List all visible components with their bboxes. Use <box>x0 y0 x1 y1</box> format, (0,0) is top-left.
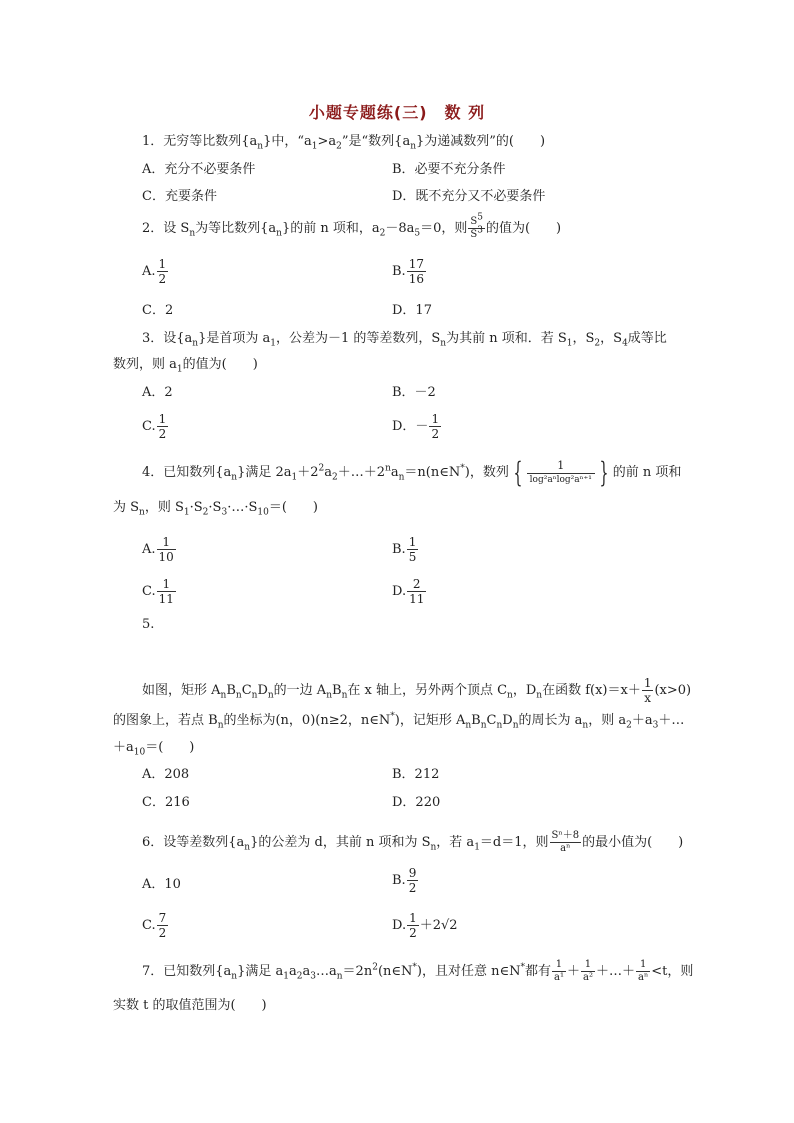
question-4-sequence-fraction: 1 log²aⁿlog²aⁿ⁺¹ <box>527 458 595 487</box>
question-2-fraction: $\frac{S^5}{S^3}$ <box>470 212 483 240</box>
question-1-stem: 1．无穷等比数列$\{a_n\}$中，“$a_1>a_2$”是“数列$\{a_n\}$为递减数列”的( ) <box>142 134 546 152</box>
left-brace: { <box>513 455 523 489</box>
question-4-option-b[interactable]: B. $\frac{1}{5}$ <box>392 535 417 564</box>
question-5-stem-line-2: 的图象上，若点 $B_n$的坐标为(n，0)(n≥2，n∈N*)，记矩形 $A_nB_nC_nD_n$的周长为 $a_n$，则 $a_2+a_3+\dots$ <box>113 711 685 731</box>
question-5-stem-line-1: 如图，矩形 $A_nB_nC_nD_n$的一边 $A_nB_n$在 x 轴上，另外两个顶点 $C_n$，$D_n$在函数 f(x)＝x＋ $\frac{1}{x}$ (x>0) <box>142 676 692 705</box>
question-3-option-b[interactable]: B．－2 <box>392 385 436 400</box>
question-4-stem-line-1: 4．已知数列$\{a_n\}$满足 $2a_1+2^2a_2+\dots+2^na_n=n(n\in N^*)$，数列 { 1 log²aⁿlog²aⁿ⁺¹ } 的前 n 项和 <box>142 455 682 489</box>
question-6-option-c[interactable]: C. $\frac{7}{2}$ <box>142 911 167 940</box>
question-2-option-d[interactable]: D．17 <box>392 303 432 318</box>
question-5-option-d[interactable]: D．220 <box>392 795 441 810</box>
question-5-option-b[interactable]: B．212 <box>392 767 440 782</box>
question-5-option-c[interactable]: C．216 <box>142 795 190 810</box>
question-4-option-d[interactable]: D. $\frac{2}{11}$ <box>392 577 425 606</box>
question-3-option-d[interactable]: D．－ $\frac{1}{2}$ <box>392 412 440 441</box>
question-6-option-d[interactable]: D. $\frac{1}{2}$ ＋2√2 <box>392 911 458 940</box>
question-2-option-a[interactable]: A. $\frac{1}{2}$ <box>142 257 167 286</box>
question-3-stem-line-1: 3．设$\{a_n\}$是首项为 $a_1$，公差为－1 的等差数列，$S_n$为其前 n 项和．若 $S_1$，$S_2$，$S_4$成等比 <box>142 331 667 349</box>
question-1-option-a[interactable]: A．充分不必要条件 <box>142 162 256 177</box>
question-1-option-b[interactable]: B．必要不充分条件 <box>392 162 506 177</box>
question-4-option-c[interactable]: C. $\frac{1}{11}$ <box>142 577 174 606</box>
question-3-option-c[interactable]: C. $\frac{1}{2}$ <box>142 412 167 441</box>
question-5-number: 5. <box>142 617 155 632</box>
question-2-stem: 2．设 $S_n$为等比数列$\{a_n\}$的前 n 项和，$a_2-8a_5=0$，则 $\frac{S^5}{S^3}$ 的值为( ) <box>142 212 562 240</box>
question-6-option-b[interactable]: B. $\frac{9}{2}$ <box>392 866 417 895</box>
question-3-option-a[interactable]: A．2 <box>142 385 173 400</box>
question-7-stem-line-1: 7．已知数列$\{a_n\}$满足 $a_1a_2a_3\dots a_n=2n^2(n\in N^*)$，且对任意 n∈N*都有 $\frac{1}{\text{a¹}}$ ＋ $\frac{1}{\text{a²}}$ ＋…＋ $\frac{1}{\text{aⁿ}}$ <t，则 <box>142 959 694 983</box>
question-5-stem-line-3: $+a_{10}=$( ) <box>113 740 195 758</box>
question-6-option-a[interactable]: A．10 <box>142 877 181 892</box>
question-6-fraction: $\frac{\text{Sⁿ＋8}}{\text{aⁿ}}$ <box>551 830 580 854</box>
question-1-option-d[interactable]: D．既不充分又不必要条件 <box>392 189 546 204</box>
question-2-option-b[interactable]: B. $\frac{17}{16}$ <box>392 257 424 286</box>
question-4-option-a[interactable]: A. $\frac{1}{10}$ <box>142 535 174 564</box>
question-1-option-c[interactable]: C．充要条件 <box>142 189 217 204</box>
page-title: 小题专题练(三) 数 列 <box>308 103 486 122</box>
question-7-stem-line-2: 实数 t 的取值范围为( ) <box>113 998 267 1013</box>
question-4-stem-line-2: 为 $S_n$，则 $S_1\cdot S_2\cdot S_3\cdot\dots\cdot S_{10}=$( ) <box>113 500 318 518</box>
question-6-stem: 6．设等差数列$\{a_n\}$的公差为 d，其前 n 项和为 $S_n$，若 $a_1=d=1$，则 $\frac{\text{Sⁿ＋8}}{\text{aⁿ}}$ 的最小值为( ) <box>142 830 684 854</box>
question-2-option-c[interactable]: C．2 <box>142 303 174 318</box>
question-5-option-a[interactable]: A．208 <box>142 767 190 782</box>
right-brace: } <box>599 455 609 489</box>
question-3-stem-line-2: 数列，则 $a_1$的值为( ) <box>113 357 258 375</box>
